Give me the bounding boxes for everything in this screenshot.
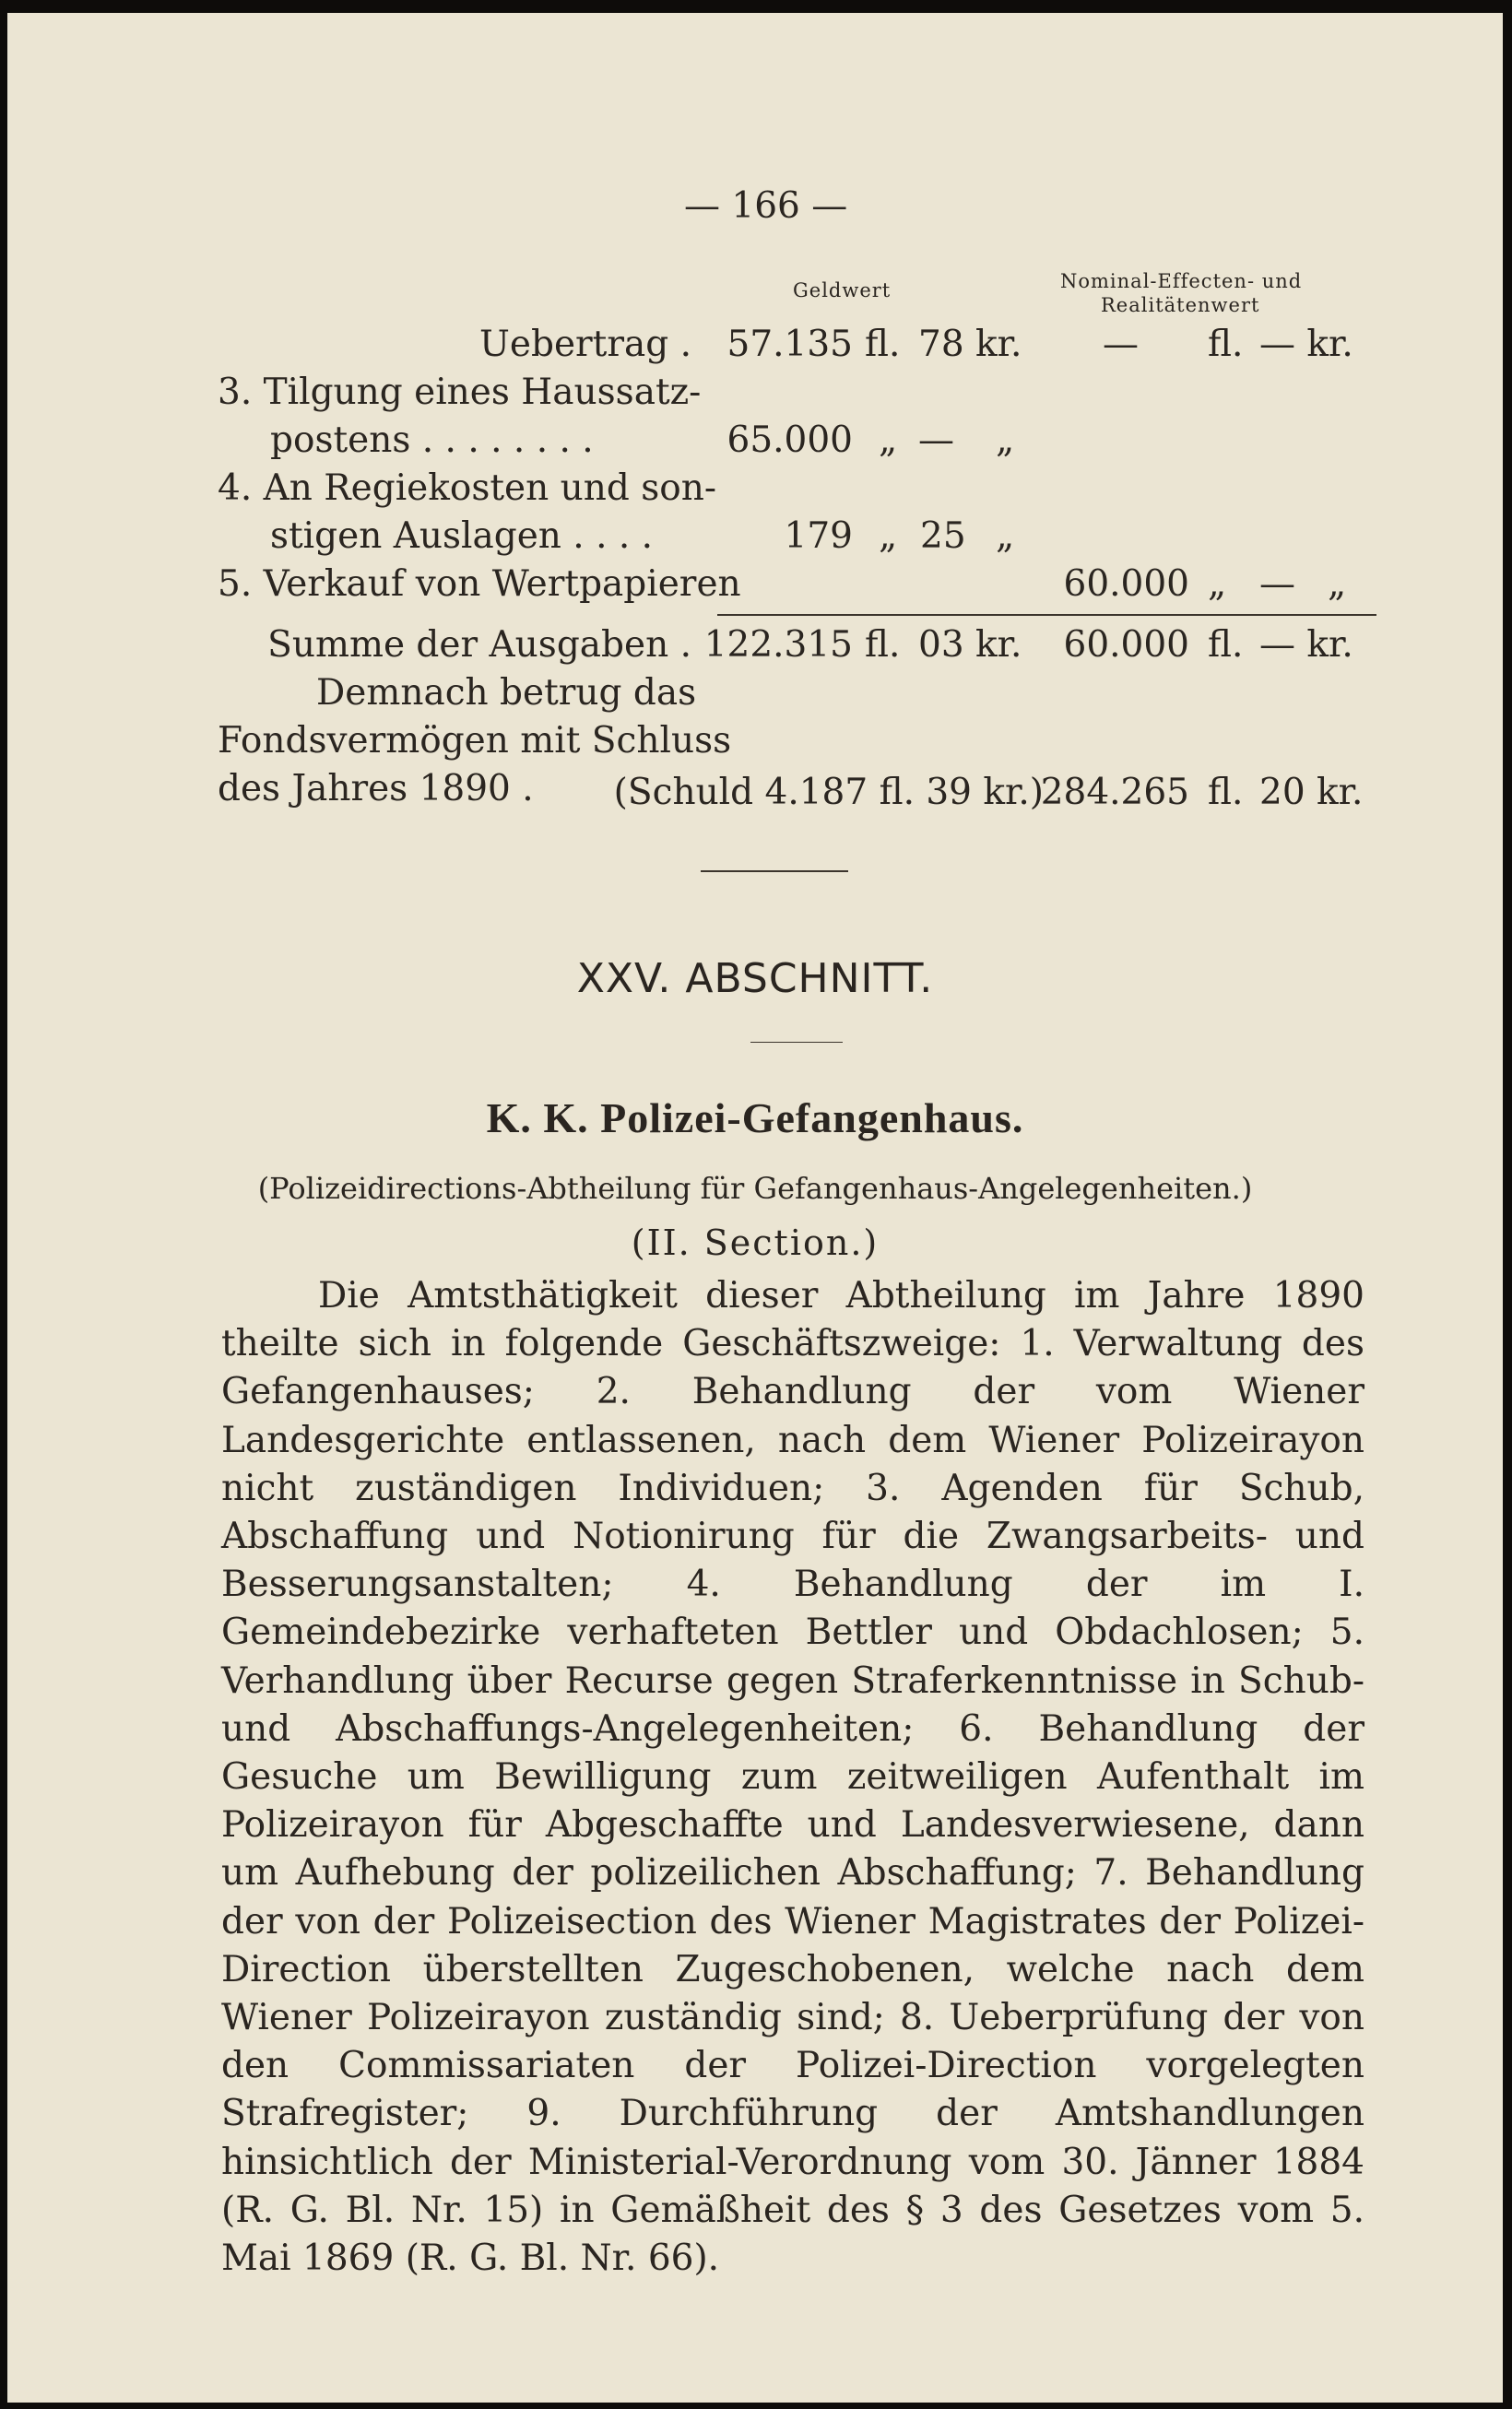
page-number: — 166 — bbox=[684, 185, 848, 227]
section-separator bbox=[701, 870, 848, 872]
nominal-florin: 60.000 bbox=[1063, 563, 1189, 605]
nominal-ditto-kr: „ bbox=[1328, 563, 1347, 605]
column-header-nominal-line1: Nominal-Effecten- und bbox=[1060, 270, 1303, 292]
subsection-label: (II. Section.) bbox=[631, 1222, 880, 1263]
row-label-line1: 4. An Regiekosten und son- bbox=[218, 467, 717, 509]
body-paragraph bbox=[221, 1272, 1364, 2283]
geld-florin: 57.135 bbox=[726, 324, 853, 365]
row-label: 5. Verkauf von Wertpapieren bbox=[218, 563, 741, 605]
sum-rule-nominal bbox=[1040, 614, 1376, 616]
geld-unit-fl: fl. bbox=[865, 624, 901, 666]
row-label: Summe der Ausgaben . bbox=[267, 624, 691, 666]
row-label: Uebertrag . bbox=[479, 324, 691, 365]
nominal-kreuzer: — kr. bbox=[1259, 324, 1353, 365]
geld-ditto: „ bbox=[879, 419, 898, 461]
geld-ditto: „ bbox=[879, 515, 898, 557]
row-label-line3: des Jahres 1890 . bbox=[218, 768, 534, 809]
geld-florin: 65.000 bbox=[726, 419, 853, 461]
nominal-ditto: „ bbox=[1208, 563, 1227, 605]
nominal-kreuzer: 20 kr. bbox=[1259, 772, 1364, 813]
geld-florin: 122.315 bbox=[703, 624, 853, 666]
section-subtitle: (Polizeidirections-Abtheilung für Gefangenhaus-Angelegenheiten.) bbox=[257, 1171, 1253, 1206]
row-label-line2: stigen Auslagen . . . . bbox=[270, 515, 654, 557]
row-label-line1: Demnach betrug das bbox=[316, 672, 697, 714]
geld-ditto-kr: „ bbox=[996, 419, 1015, 461]
nominal-unit-fl: fl. bbox=[1208, 324, 1244, 365]
column-header-geldwert: Geldwert bbox=[793, 279, 892, 301]
nominal-florin: 60.000 bbox=[1063, 624, 1189, 666]
document-page bbox=[7, 13, 1503, 2403]
body-text: Die Amtsthätigkeit dieser Abtheilung im Jahre 1890 theilte sich in folgende Geschäftszweige: 1. Verwaltung des Gefangenhauses; 2. Behandlung der vom Wiener Landesgerichte entlassenen, nach dem Wiener Polizeirayon nicht zuständigen Individuen; 3. Agenden für Schub, Abschaffung und Notionirung für die Zwangsarbeits- und Besserungsanstalten; 4. Behandlung der im I. Gemeindebezirke verhafteten Bettler und Obdachlosen; 5. Verhandlung über Recurse gegen Straferkenntnisse in Schub- und Abschaffungs-Angelegenheiten; 6. Behandlung der Gesuche um Bewilligung zum zeitweiligen Aufenthalt im Polizeirayon für Abgeschaffte und Landesverwiesene, dann um Aufhebung der polizeilichen Abschaffung; 7. Behandlung der von der Polizeisection des Wiener Magistrates der Polizei-Direction überstellten Zugeschobenen, welche nach dem Wiener Polizeirayon zuständig sind; 8. Ueberprüfung der von den Commissariaten der Polizei-Direction vorgelegten Strafregister; 9. Durchführung der Amtshandlungen hinsichtlich der Ministerial-Verordnung vom 30. Jänner 1884 (R. G. Bl. Nr. 15) in Gemäßheit des § 3 des Gesetzes vom 5. Mai 1869 (R. G. Bl. Nr. 66). bbox=[221, 1275, 1364, 2280]
nominal-florin: — bbox=[1103, 324, 1139, 365]
nominal-unit-fl: fl. bbox=[1208, 624, 1244, 666]
section-title: K. K. Polizei-Gefangenhaus. bbox=[486, 1094, 1024, 1141]
nominal-unit-fl: fl. bbox=[1208, 772, 1244, 813]
nominal-kreuzer: — kr. bbox=[1259, 624, 1353, 666]
schuld-note: (Schuld 4.187 fl. 39 kr.) bbox=[613, 772, 1044, 813]
geld-kreuzer: 78 bbox=[918, 324, 964, 365]
geld-unit-kr: kr. bbox=[975, 324, 1022, 365]
nominal-florin: 284.265 bbox=[1040, 772, 1189, 813]
row-label-line2: postens . . . . . . . . bbox=[270, 419, 594, 461]
geld-unit-kr: kr. bbox=[975, 624, 1022, 666]
sum-rule-geldwert bbox=[717, 614, 1040, 616]
geld-florin: 179 bbox=[784, 515, 853, 557]
geld-kreuzer: 25 bbox=[920, 515, 966, 557]
geld-kreuzer: 03 bbox=[918, 624, 964, 666]
geld-unit-fl: fl. bbox=[865, 324, 901, 365]
row-label-line2: Fondsvermögen mit Schluss bbox=[218, 720, 732, 762]
heading-rule bbox=[750, 1042, 843, 1043]
geld-kreuzer: — bbox=[918, 419, 954, 461]
row-label-line1: 3. Tilgung eines Haussatz- bbox=[218, 372, 702, 413]
section-heading: XXV. ABSCHNITT. bbox=[576, 955, 934, 1002]
geld-ditto-kr: „ bbox=[996, 515, 1015, 557]
nominal-kreuzer: — bbox=[1259, 563, 1295, 605]
column-header-nominal-line2: Realitätenwert bbox=[1101, 294, 1260, 316]
